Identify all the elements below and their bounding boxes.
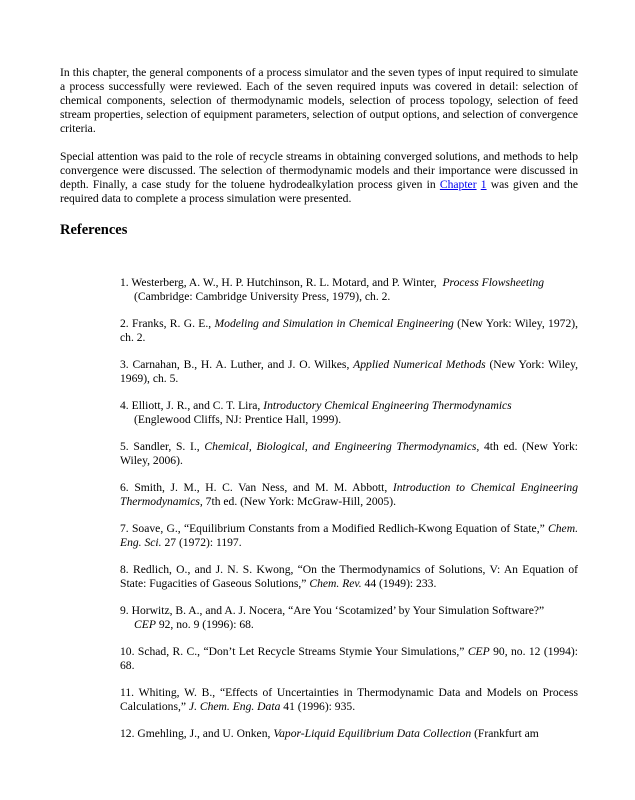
reference-authors: Westerberg, A. W., H. P. Hutchinson, R. L. Motard, and P. Winter,	[131, 276, 437, 289]
references-heading: References	[60, 222, 128, 238]
reference-number: 1.	[120, 276, 129, 289]
reference-title: Process Flowsheeting	[442, 276, 545, 289]
reference-item	[120, 563, 578, 591]
reference-details: 44 (1949): 233.	[364, 577, 437, 590]
reference-number: 10.	[120, 645, 135, 658]
reference-item	[120, 399, 578, 427]
reference-item	[120, 727, 578, 741]
reference-authors: Franks, R. G. E.,	[132, 317, 212, 330]
chapter-number-link[interactable]: 1	[480, 178, 487, 191]
reference-number: 9.	[120, 604, 129, 617]
reference-title: Vapor-Liquid Equilibrium Data Collection	[273, 727, 472, 740]
reference-item	[120, 440, 578, 468]
reference-title: J. Chem. Eng. Data	[188, 700, 281, 713]
reference-number: 6.	[120, 481, 129, 494]
reference-authors: Horwitz, B. A., and A. J. Nocera, “Are You ‘Scotamized’ by Your Simulation Software?”	[131, 604, 545, 617]
reference-details: 90, no. 12 (1994): 68.	[120, 645, 578, 672]
reference-number: 11.	[120, 686, 135, 699]
reference-authors: Soave, G., “Equilibrium Constants from a Modified Redlich-Kwong Equation of State,”	[131, 522, 545, 535]
reference-details: (Cambridge: Cambridge University Press, 1979), ch. 2.	[134, 290, 391, 303]
summary-paragraph-2	[60, 150, 578, 206]
reference-number: 2.	[120, 317, 129, 330]
reference-details: (New York: Wiley, 1972), ch. 2.	[120, 317, 579, 344]
reference-details: 4th ed. (New York: Wiley, 2006).	[120, 440, 578, 467]
reference-authors: Gmehling, J., and U. Onken,	[137, 727, 271, 740]
reference-details: 27 (1972): 1197.	[164, 536, 242, 549]
reference-details: (Englewood Cliffs, NJ: Prentice Hall, 1999).	[134, 413, 342, 426]
reference-title: Modeling and Simulation in Chemical Engineering	[214, 317, 454, 330]
reference-authors: Elliott, J. R., and C. T. Lira,	[131, 399, 261, 412]
summary-paragraph-1: In this chapter, the general components of a process simulator and the seven types of input required to simulate a process successfully were reviewed. Each of the seven required inputs was covered in detail: selection of chemical components, selection of thermodynamic models, selection of process topology, selection of feed stream properties, selection of equipment parameters, selection of output options, and selection of convergence criteria.	[60, 66, 578, 135]
reference-number: 3.	[120, 358, 129, 371]
reference-details: (Frankfurt am	[474, 727, 539, 740]
reference-title: Introductory Chemical Engineering Thermodynamics	[263, 399, 512, 412]
reference-title: Introduction to Chemical Engineering Thermodynamics,	[120, 481, 578, 508]
reference-authors: Redlich, O., and J. N. S. Kwong, “On the Thermodynamics of Solutions, V: An Equation of State: Fugacities of Gaseous Solutions,”	[120, 563, 579, 590]
reference-authors: Carnahan, B., H. A. Luther, and J. O. Wilkes,	[132, 358, 350, 371]
reference-details: (New York: Wiley, 1969), ch. 5.	[120, 358, 579, 385]
summary-text-before-link: Special attention was paid to the role of recycle streams in obtaining converged solutions, and methods to help convergence were discussed. The selection of thermodynamic models and their importance were discussed in depth. Finally, a case study for the toluene hydrodealkylation process given in	[60, 150, 578, 191]
reference-title: CEP	[134, 618, 156, 631]
reference-item	[120, 645, 578, 673]
reference-number: 8.	[120, 563, 129, 576]
reference-title: Applied Numerical Methods	[353, 358, 486, 371]
reference-title: Chemical, Biological, and Engineering Thermodynamics,	[204, 440, 480, 453]
reference-number: 12.	[120, 727, 135, 740]
reference-details: 92, no. 9 (1996): 68.	[158, 618, 254, 631]
reference-item	[120, 522, 578, 550]
reference-authors: Schad, R. C., “Don’t Let Recycle Streams Stymie Your Simulations,”	[137, 645, 465, 658]
summary-text-after-link: was given and the required data to complete a process simulation were presented.	[60, 178, 579, 205]
reference-details: 7th ed. (New York: McGraw-Hill, 2005).	[205, 495, 396, 508]
reference-item	[120, 604, 578, 632]
reference-item	[120, 686, 578, 714]
reference-details: 41 (1996): 935.	[283, 700, 356, 713]
reference-authors: Sandler, S. I.,	[133, 440, 200, 453]
reference-number: 7.	[120, 522, 129, 535]
reference-item	[120, 358, 578, 386]
reference-authors: Smith, J. M., H. C. Van Ness, and M. M. Abbott,	[134, 481, 388, 494]
reference-title: Chem. Eng. Sci.	[120, 522, 578, 549]
reference-authors: Whiting, W. B., “Effects of Uncertainties in Thermodynamic Data and Models on Process Calculations,”	[120, 686, 578, 713]
reference-item	[120, 276, 578, 304]
reference-title: CEP	[467, 645, 490, 658]
reference-number: 5.	[120, 440, 129, 453]
reference-title: Chem. Rev.	[309, 577, 362, 590]
reference-item	[120, 481, 578, 509]
reference-number: 4.	[120, 399, 129, 412]
chapter-link[interactable]: Chapter	[439, 178, 477, 191]
reference-item	[120, 317, 578, 345]
